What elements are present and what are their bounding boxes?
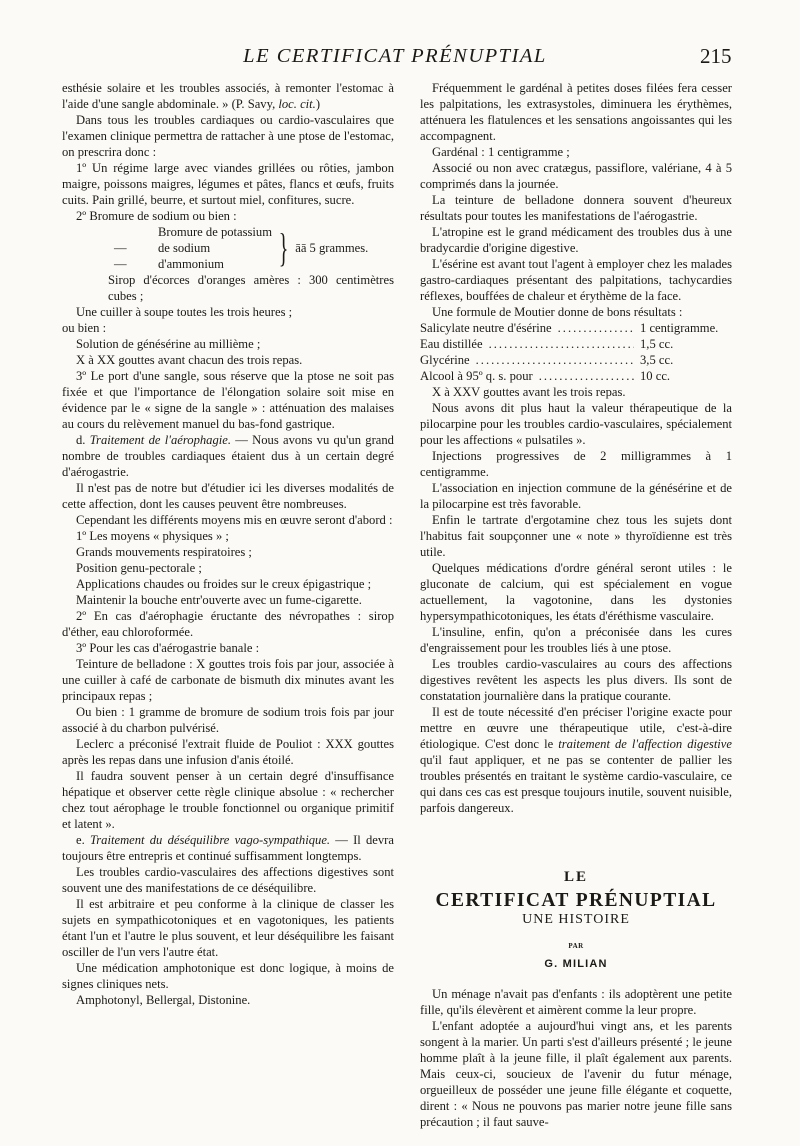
paragraph: Amphotonyl, Bellergal, Distonine. xyxy=(76,993,251,1007)
paragraph: X à XXV gouttes avant les trois repas. xyxy=(432,385,626,399)
formula-row: Glycérine ..... 3,5 cc. xyxy=(420,352,732,368)
formula-table xyxy=(420,320,732,384)
paragraph: L'association en injection commune de la génésérine et de la pilocarpine est très favorable. xyxy=(420,481,732,511)
paragraph: Solution de génésérine au millième ; xyxy=(76,337,261,351)
paragraph: Nous avons dit plus haut la valeur thérapeutique de la pilocarpine pour les troubles cardio-vasculaires, spécialement pour les affections « pulsatiles ». xyxy=(420,401,732,447)
left-column xyxy=(62,80,394,1008)
byline-par: PAR xyxy=(568,942,584,950)
formula-row: Salicylate neutre d'ésérine ..... 1 centigramme. xyxy=(420,320,732,336)
paragraph: L'enfant adoptée a aujourd'hui vingt ans, et les parents songent à la marier. Un parti s'est d'ailleurs présenté ; le jeune homme plaît à la jeune fille, il plaît également aux parents. Mais ceux-ci, soucieux de l'avenir du futur ménage, orgueilleux de posséder une jeune fille élégante et coquette, dirent : « Nous ne pouvons pas marier notre jeune fille sans précaution ; il faut sauve- xyxy=(420,1019,732,1129)
paragraph: Un ménage n'avait pas d'enfants : ils adoptèrent une petite fille, qu'ils élevèrent et aimèrent comme la leur propre. xyxy=(420,987,732,1017)
paragraph: Ou bien : 1 gramme de bromure de sodium trois fois par jour associé à du charbon pulvérisé. xyxy=(62,705,394,735)
paragraph: ou bien : xyxy=(62,321,107,335)
paragraph: Teinture de belladone : X gouttes trois fois par jour, associée à une cuiller à café de carbonate de bismuth dix minutes avant les principaux repas ; xyxy=(62,657,394,703)
article-title: CERTIFICAT PRÉNUPTIAL xyxy=(435,890,717,911)
article-heading xyxy=(420,868,732,972)
paragraph: Maintenir la bouche entr'ouverte avec un fume-cigarette. xyxy=(76,593,362,607)
right-column xyxy=(420,80,732,1130)
paragraph: Grands mouvements respiratoires ; xyxy=(76,545,252,559)
paragraph: Les troubles cardio-vasculaires des affections digestives sont souvent une des manifestations de ce déséquilibre. xyxy=(62,865,394,895)
paragraph: 3º Le port d'une sangle, sous réserve que la ptose ne soit pas fixée et que l'importance de l'élongation solaire soit mise en évidence par le « signe de la sangle » : atténuation des malaises au cours du relèvement manuel du bas-fond gastrique. xyxy=(62,369,394,431)
paragraph: Enfin le tartrate d'ergotamine chez tous les sujets dont l'habitus fait soupçonner une « note » thyroïdienne est très utile. xyxy=(420,513,732,559)
formula-row: Alcool à 95º q. s. pour ..... 10 cc. xyxy=(420,368,732,384)
paragraph: esthésie solaire et les troubles associés, à remonter l'estomac à l'aide d'une sangle abdominale. » (P. Savy, loc. cit.) xyxy=(62,81,394,111)
paragraph: Cependant les différents moyens mis en œuvre seront d'abord : xyxy=(76,513,393,527)
paragraph: L'ésérine est avant tout l'agent à employer chez les malades gastro-cardiaques présentant des palpitations, tachycardies réflexes, bouffées de chaleur et érythème de la face. xyxy=(420,257,732,303)
paragraph: La teinture de belladone donnera souvent d'heureux résultats pour toutes les manifestations de l'aérogastrie. xyxy=(420,193,732,223)
paragraph: 3º Pour les cas d'aérogastrie banale : xyxy=(76,641,260,655)
paragraph: Il est arbitraire et peu conforme à la clinique de classer les sujets en sympathicotoniques et en vagotoniques, les patients étant l'un et l'autre le plus souvent, et leur déséquilibre les faisant osciller de l'un vers l'autre état. xyxy=(62,897,394,959)
paragraph: Une formule de Moutier donne de bons résultats : xyxy=(432,305,683,319)
brace-glyph: } xyxy=(278,225,289,270)
paragraph: Les troubles cardio-vasculaires au cours des affections digestives revêtent les aspects les plus divers. Ils sont de constatation journalière dans la pratique courante. xyxy=(420,657,732,703)
paragraph: Injections progressives de 2 milligrammes à 1 centigramme. xyxy=(420,449,732,479)
article-subtitle: UNE HISTOIRE xyxy=(522,912,630,927)
paragraph: Sirop d'écorces d'oranges amères : 300 centimètres cubes ; xyxy=(108,273,394,303)
paragraph: Fréquemment le gardénal à petites doses filées fera cesser les palpitations, les extrasystoles, diminuera les érythèmes, atténuera les flatulences et les sensations angoissantes qui les accompagnent. xyxy=(420,81,732,143)
paragraph: Position genu-pectorale ; xyxy=(76,561,202,575)
section-d: d. Traitement de l'aérophagie. — Nous avons vu qu'un grand nombre de troubles cardiaques étaient dus à un certain degré d'aérogastrie. xyxy=(62,433,394,479)
paragraph: Il n'est pas de notre but d'étudier ici les diverses modalités de cette affection, dont les causes peuvent être nombreuses. xyxy=(62,481,394,511)
article-author: G. MILIAN xyxy=(544,958,608,970)
paragraph: 1º Un régime large avec viandes grillées ou rôties, jambon maigre, poissons maigres, légumes et pâtes, flancs et œufs, fruits cuits. Pain grillé, beurre, et surtout miel, confitures, sucre. xyxy=(62,161,394,207)
article-title-le: LE xyxy=(563,869,588,885)
paragraph: Une médication amphotonique est donc logique, à moins de signes cliniques nets. xyxy=(62,961,394,991)
paragraph: Gardénal : 1 centigramme ; xyxy=(432,145,570,159)
prescription-bromides: Bromure de potassium — de sodium — d'ammonium } āā 5 grammes. xyxy=(114,225,369,271)
paragraph: 2º En cas d'aérophagie éructante des névropathes : sirop d'éther, eau chloroformée. xyxy=(62,609,394,639)
paragraph: L'atropine est le grand médicament des troubles dus à une bradycardie d'origine digestive. xyxy=(420,225,732,255)
section-e: e. Traitement du déséquilibre vago-sympathique. — Il devra toujours être entrepris et continué suffisamment longtemps. xyxy=(62,833,394,863)
paragraph: X à XX gouttes avant chacun des trois repas. xyxy=(76,353,303,367)
formula-row: Eau distillée ..... 1,5 cc. xyxy=(420,336,732,352)
running-title: LE CERTIFICAT PRÉNUPTIAL xyxy=(243,45,547,67)
paragraph: 1º Les moyens « physiques » ; xyxy=(76,529,229,543)
paragraph: L'insuline, enfin, qu'on a préconisée dans les cures d'engraissement pour les troubles liés à une ptose. xyxy=(420,625,732,655)
paragraph: Dans tous les troubles cardiaques ou cardio-vasculaires que l'examen clinique permettra de rattacher à une ptose de l'estomac, on prescrira donc : xyxy=(62,113,394,159)
paragraph: Il est de toute nécessité d'en préciser l'origine exacte pour mettre en œuvre une thérapeutique utile, c'est-à-dire étiologique. C'est donc le traitement de l'affection digestive qu'il faut appliquer, et ne pas se contenter de pallier les troubles présentés en traitant le système cardio-vasculaire, ce qui dans ces cas est presque toujours inutile, souvent nuisible, parfois dangereux. xyxy=(420,705,732,815)
paragraph: Il faudra souvent penser à un certain degré d'insuffisance hépatique et observer cette règle clinique absolue : « rechercher chez tout aérophage le trouble fonctionnel ou organique primitif et latent ». xyxy=(62,769,394,831)
paragraph: 2º Bromure de sodium ou bien : xyxy=(76,209,237,223)
paragraph: Associé ou non avec cratægus, passiflore, valériane, 4 à 5 comprimés dans la journée. xyxy=(420,161,732,191)
paragraph: Quelques médications d'ordre général seront utiles : le gluconate de calcium, qui est spécialement en vogue actuellement, la vagotonine, dans les dystonies hypersympathicotoniques, les états d'éréthisme vasculaire. xyxy=(420,561,732,623)
paragraph: Applications chaudes ou froides sur le creux épigastrique ; xyxy=(76,577,372,591)
paragraph: Leclerc a préconisé l'extrait fluide de Pouliot : XXX gouttes après les repas dans une infusion d'anis étoilé. xyxy=(62,737,394,767)
paragraph: Une cuiller à soupe toutes les trois heures ; xyxy=(76,305,293,319)
page-number: 215 xyxy=(700,44,732,68)
